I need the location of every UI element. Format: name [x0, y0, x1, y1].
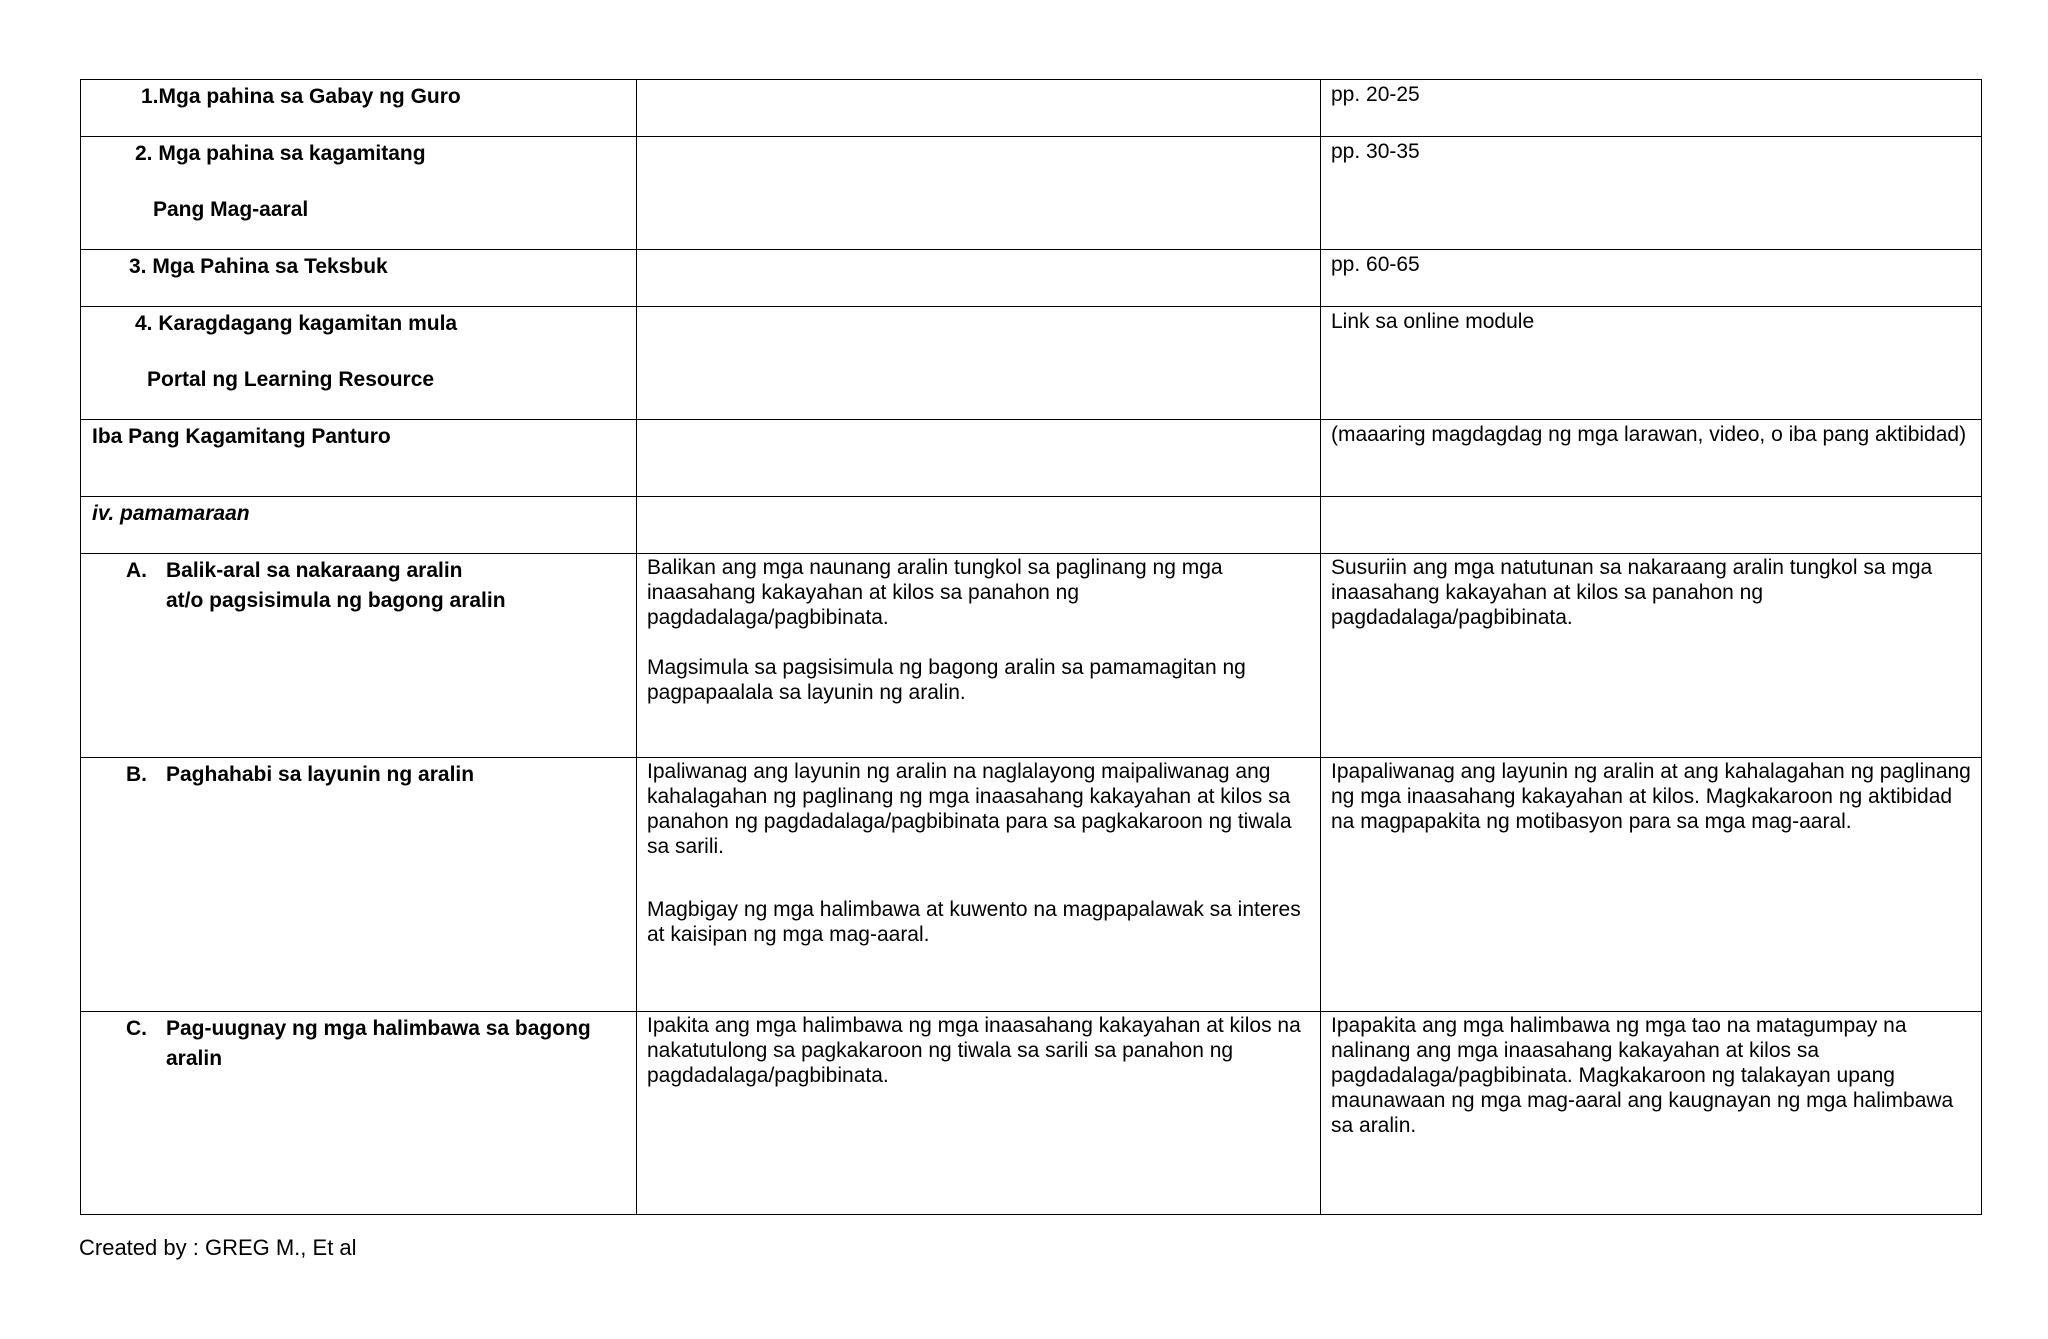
row-label: Iba Pang Kagamitang Panturo: [92, 425, 391, 448]
row-label: 4. Karagdagang kagamitan mula: [135, 312, 458, 335]
notes-cell: [1321, 137, 1982, 250]
row-label-cell: [81, 420, 637, 497]
notes-cell: [1321, 80, 1982, 137]
row-label-cell: [81, 250, 637, 307]
row-label-continued: at/o pagsisimula ng bagong aralin: [166, 589, 506, 612]
notes-cell: [1321, 250, 1982, 307]
activity-text: [637, 758, 1320, 947]
table-row: [81, 1012, 1982, 1215]
row-label-continued: Portal ng Learning Resource: [147, 368, 435, 391]
activity-paragraph: Magbigay ng mga halimbawa at kuwento na magpapalawak sa interes at kaisipan ng mga mag-aaral.: [647, 898, 1301, 946]
row-label-cell: [81, 80, 637, 137]
footer-credit: Created by : GREG M., Et al: [79, 1235, 357, 1260]
activity-cell: [637, 554, 1321, 758]
row-letter: B.: [126, 763, 147, 786]
lesson-plan-table: [80, 79, 1982, 1215]
row-label: [81, 554, 636, 585]
activity-paragraph: Ipaliwanag ang layunin ng aralin na naglalayong maipaliwanag ang kahalagahan ng paglinang ng mga inaasahang kakayahan at kilos sa panahon ng pagdadalaga/pagbibinata para sa pagkakaroon ng tiwala sa sarili.: [647, 760, 1292, 858]
activity-paragraph: Magsimula sa pagsisimula ng bagong aralin sa pamamagitan ng pagpapaalala sa layunin ng aralin.: [647, 656, 1246, 704]
row-letter: C.: [126, 1017, 147, 1040]
row-label-cell: [81, 1012, 637, 1215]
notes-text: pp. 20-25: [1331, 83, 1420, 106]
activity-cell: [637, 758, 1321, 1012]
notes-text: [1321, 554, 1981, 630]
row-label-text: Paghahabi sa layunin ng aralin: [166, 763, 475, 786]
row-label: [81, 758, 636, 789]
table-row: [81, 137, 1982, 250]
activity-cell: [637, 1012, 1321, 1215]
notes-text: [1321, 758, 1981, 834]
table-row: [81, 250, 1982, 307]
activity-cell: [637, 250, 1321, 307]
row-label-cell: [81, 758, 637, 1012]
row-label: 3. Mga Pahina sa Teksbuk: [129, 255, 388, 278]
row-label-cell: [81, 307, 637, 420]
notes-text: Link sa online module: [1331, 310, 1535, 333]
table-row: [81, 307, 1982, 420]
notes-text: [1321, 1012, 1981, 1138]
activity-paragraph: Ipakita ang mga halimbawa ng mga inaasahang kakayahan at kilos na nakatutulong sa pagkakaroon ng tiwala sa sarili sa panahon ng pagdadalaga/pagbibinata.: [647, 1014, 1301, 1087]
notes-paragraph: Susuriin ang mga natutunan sa nakaraang aralin tungkol sa mga inaasahang kakayahan at kilos sa panahon ng pagdadalaga/pagbibinata.: [1331, 556, 1933, 629]
notes-cell: [1321, 1012, 1982, 1215]
notes-cell: [1321, 554, 1982, 758]
row-label: 2. Mga pahina sa kagamitang: [135, 142, 426, 165]
activity-text: [637, 1012, 1320, 1088]
row-label-cell: [81, 554, 637, 758]
row-label-cell: [81, 497, 637, 554]
activity-paragraph: Balikan ang mga naunang aralin tungkol sa paglinang ng mga inaasahang kakayahan at kilos sa panahon ng pagdadalaga/pagbibinata.: [647, 556, 1223, 629]
table-row: [81, 420, 1982, 497]
table-row: [81, 758, 1982, 1012]
row-label-continued: Pang Mag-aaral: [153, 198, 309, 221]
row-label-text: Pag-uugnay ng mga halimbawa sa bagong: [166, 1017, 591, 1040]
notes-text: pp. 30-35: [1331, 140, 1420, 163]
row-label-text: Balik-aral sa nakaraang aralin: [166, 559, 463, 582]
notes-cell: [1321, 420, 1982, 497]
table-row: [81, 80, 1982, 137]
notes-cell: [1321, 307, 1982, 420]
activity-cell: [637, 80, 1321, 137]
notes-cell: [1321, 497, 1982, 554]
notes-paragraph: Ipapaliwanag ang layunin ng aralin at ang kahalagahan ng paglinang ng mga inaasahang kakayahan at kilos. Magkakaroon ng aktibidad na magpapakita ng motibasyon para sa mga mag-aaral.: [1331, 760, 1971, 833]
row-label-cell: [81, 137, 637, 250]
row-label: [81, 1012, 636, 1043]
activity-text: [637, 554, 1320, 705]
table-row: [81, 497, 1982, 554]
activity-cell: [637, 307, 1321, 420]
activity-cell: [637, 137, 1321, 250]
activity-cell: [637, 497, 1321, 554]
row-label-continued: aralin: [166, 1047, 223, 1070]
notes-paragraph: Ipapakita ang mga halimbawa ng mga tao na matagumpay na nalinang ang mga inaasahang kakayahan at kilos sa pagdadalaga/pagbibinata. Magkakaroon ng talakayan upang maunawaan ng mga mag-aaral ang kaugnayan ng mga halimbawa sa aralin.: [1331, 1014, 1954, 1137]
notes-cell: [1321, 758, 1982, 1012]
row-label: 1.Mga pahina sa Gabay ng Guro: [141, 85, 461, 108]
row-letter: A.: [126, 559, 147, 582]
notes-text: (maaaring magdagdag ng mga larawan, video, o iba pang aktibidad): [1331, 423, 1967, 446]
section-heading: iv. pamamaraan: [92, 502, 250, 525]
notes-text: pp. 60-65: [1331, 253, 1420, 276]
table-row: [81, 554, 1982, 758]
activity-cell: [637, 420, 1321, 497]
